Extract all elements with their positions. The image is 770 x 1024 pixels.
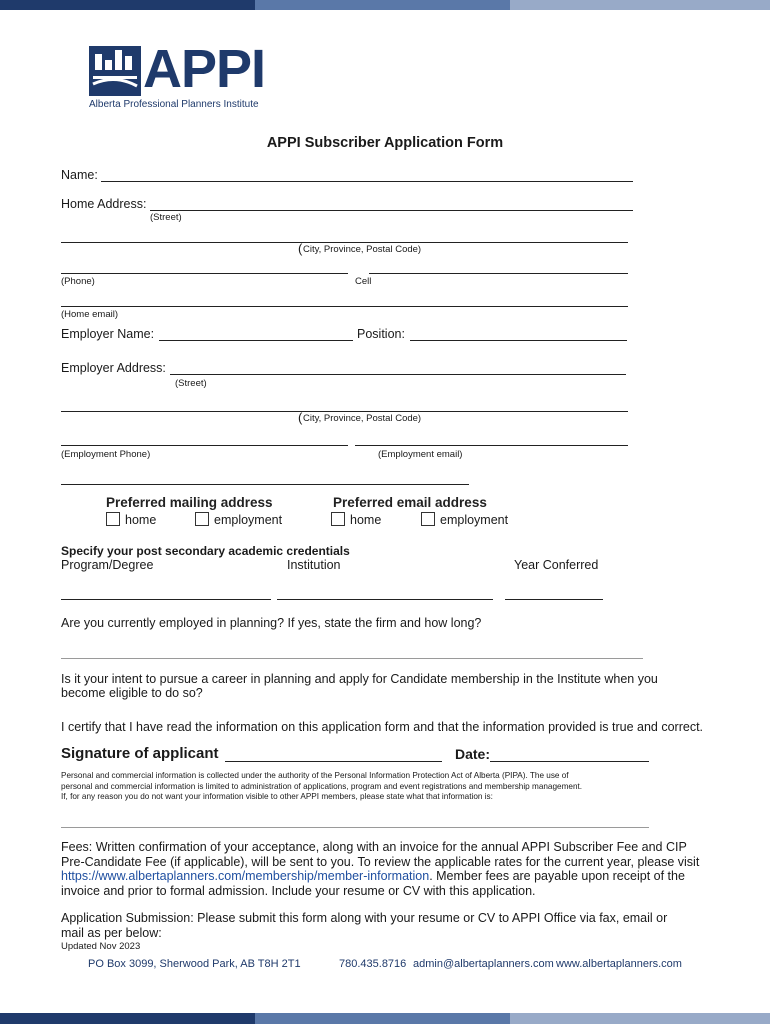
fees-line: Fees: Written confirmation of your acceptance, along with an invoice for the annual APPI Subscriber Fee and CIP [61, 840, 687, 854]
employed-question: Are you currently employed in planning? If yes, state the firm and how long? [61, 616, 482, 630]
phone-field[interactable] [61, 273, 348, 274]
institution-field[interactable] [277, 599, 493, 600]
privacy-notice [61, 771, 582, 803]
employer-name-label: Employer Name: [61, 327, 155, 341]
submission-line: Application Submission: Please submit this form along with your resume or CV to APPI Office via fax, email or [61, 911, 668, 925]
submission-line: mail as per below: [61, 925, 162, 940]
fees-line3-rest: . Member fees are payable upon receipt of the [429, 869, 685, 883]
bar-segment-dark [0, 0, 255, 10]
checkbox-square[interactable] [106, 512, 120, 526]
program-field[interactable] [61, 599, 271, 600]
institution-label: Institution [287, 558, 341, 572]
employer-street-field[interactable] [170, 374, 626, 375]
preferred-mailing-title: Preferred mailing address [106, 495, 273, 510]
program-label: Program/Degree [61, 558, 154, 572]
employer-city-hint: City, Province, Postal Code) [303, 413, 422, 424]
year-field[interactable] [505, 599, 603, 600]
updated-date: Updated Nov 2023 [61, 941, 141, 952]
home-address-label: Home Address: [61, 197, 147, 211]
mailing-employment-label: employment [214, 513, 283, 527]
employment-phone-hint: (Employment Phone) [61, 449, 151, 460]
date-field[interactable] [490, 761, 649, 762]
bar-segment-mid [255, 0, 510, 10]
email-employment-checkbox[interactable] [421, 512, 508, 527]
fees-line [61, 869, 699, 884]
fees-line: invoice and prior to formal admission. Include your resume or CV with this application. [61, 883, 536, 898]
career-question-line1: Is it your intent to pursue a career in planning and apply for Candidate membership in the Institute when you [61, 672, 658, 686]
employer-city-hint-paren: ( [298, 410, 303, 425]
employment-email-field[interactable] [355, 445, 628, 446]
credentials-title: Specify your post secondary academic credentials [61, 544, 350, 558]
submission-paragraph [61, 911, 667, 940]
bar-segment-light [510, 0, 770, 10]
divider-line [61, 484, 469, 485]
home-city-field[interactable] [61, 242, 628, 243]
bar-segment-light [510, 1013, 770, 1024]
home-street-field[interactable] [150, 210, 633, 211]
name-label: Name: [61, 168, 98, 182]
certify-text: I certify that I have read the information on this application form and that the information provided is true and correct. [61, 720, 704, 734]
employment-email-hint: (Employment email) [378, 449, 463, 460]
signature-label: Signature of applicant [61, 745, 219, 762]
checkbox-square[interactable] [195, 512, 209, 526]
logo-subtitle: Alberta Professional Planners Institute [89, 99, 259, 110]
mailing-home-label: home [125, 513, 157, 527]
cell-field[interactable] [369, 273, 628, 274]
top-color-bar [0, 0, 770, 10]
footer-address: PO Box 3099, Sherwood Park, AB T8H 2T1 [88, 958, 301, 970]
privacy-line: If, for any reason you do not want your information visible to other APPI members, please state what that information is: [61, 792, 493, 801]
employed-answer-field[interactable] [61, 658, 643, 659]
signature-field[interactable] [225, 761, 442, 762]
cell-hint: Cell [355, 276, 372, 287]
city-hint: City, Province, Postal Code) [303, 244, 422, 255]
street-hint: (Street) [150, 212, 182, 223]
appi-logo [89, 39, 266, 112]
career-question-line2: become eligible to do so? [61, 686, 203, 700]
privacy-line: Personal and commercial information is collected under the authority of the Personal Information Protection Act of Alberta (PIPA). The use of [61, 771, 569, 780]
year-label: Year Conferred [514, 558, 599, 572]
date-label: Date: [455, 746, 491, 762]
bar-segment-mid [255, 1013, 510, 1024]
bar-segment-dark [0, 1013, 255, 1024]
mailing-employment-checkbox[interactable] [195, 512, 282, 527]
footer-website[interactable]: www.albertaplanners.com [556, 958, 682, 970]
form-title: APPI Subscriber Application Form [266, 135, 504, 151]
home-email-field[interactable] [61, 306, 628, 307]
appi-logo-icon [89, 46, 141, 98]
employer-street-hint: (Street) [175, 378, 207, 389]
mailing-home-checkbox[interactable] [106, 512, 156, 527]
email-home-label: home [350, 513, 382, 527]
phone-hint: (Phone) [61, 276, 95, 287]
bottom-color-bar [0, 1013, 770, 1024]
fees-paragraph [61, 840, 699, 898]
employer-city-field[interactable] [61, 411, 628, 412]
logo-wordmark: APPI [143, 39, 266, 99]
employment-phone-field[interactable] [61, 445, 348, 446]
footer-email[interactable]: admin@albertaplanners.com [413, 958, 554, 970]
checkbox-square[interactable] [331, 512, 345, 526]
privacy-line: personal and commercial information is limited to administration of applications, program and event registrations and membership management. [61, 781, 583, 791]
fees-line: Pre-Candidate Fee (if applicable), will be sent to you. To review the applicable rates for the current year, please visit [61, 854, 700, 869]
footer-phone: 780.435.8716 [339, 958, 407, 970]
preferred-email-title: Preferred email address [333, 495, 487, 510]
member-information-link[interactable]: https://www.albertaplanners.com/membership/member-information [61, 869, 430, 883]
position-label: Position: [357, 327, 405, 341]
checkbox-square[interactable] [421, 512, 435, 526]
employer-name-field[interactable] [159, 340, 353, 341]
home-email-hint: (Home email) [61, 309, 119, 320]
privacy-answer-field[interactable] [61, 827, 649, 828]
name-field[interactable] [101, 181, 633, 182]
city-hint-paren: ( [298, 241, 303, 256]
email-employment-label: employment [440, 513, 509, 527]
employer-address-label: Employer Address: [61, 361, 166, 375]
email-home-checkbox[interactable] [331, 512, 381, 527]
position-field[interactable] [410, 340, 627, 341]
